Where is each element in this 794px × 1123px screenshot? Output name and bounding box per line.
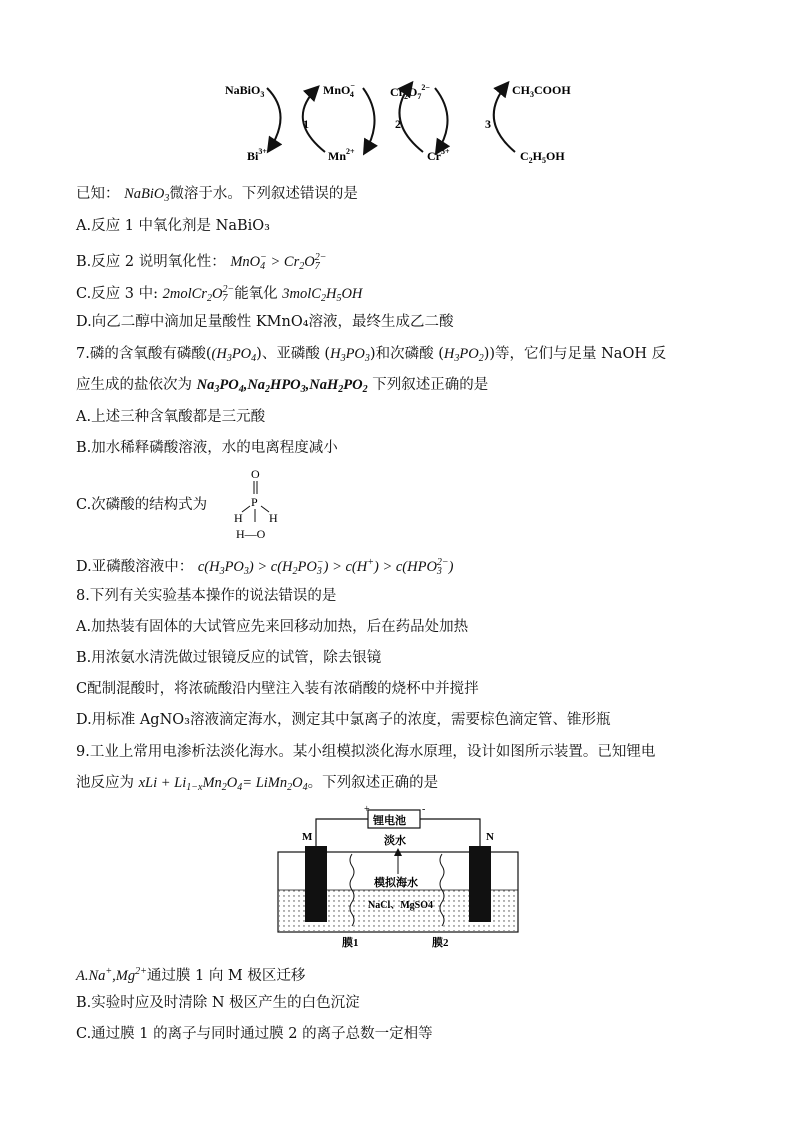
struct-ho: H—O bbox=[236, 527, 266, 541]
q8-option-b: B.用浓氨水清洗做过银镜反应的试管，除去银镜 bbox=[76, 650, 382, 666]
species-cr3: $Cr^{3+}$ bbox=[427, 147, 450, 163]
q9-option-b: B.实验时应及时清除 N 极区产生的白色沉淀 bbox=[76, 995, 360, 1011]
electrodialysis-apparatus bbox=[272, 804, 524, 952]
q7-stem-2: 应生成的盐依次为 $Na_3PO_4,Na_2HPO_3,NaH_2PO_2$ 下列叙述正确的是 bbox=[76, 377, 489, 395]
wire-left bbox=[316, 819, 368, 848]
species-c2h5oh: $C_2H_5OH$ bbox=[520, 149, 565, 165]
electrode-m-label: M bbox=[302, 831, 313, 843]
battery-minus: - bbox=[422, 804, 426, 815]
arc-nabio3-bi3 bbox=[267, 88, 281, 150]
species-ch3cooh: $CH_3COOH$ bbox=[512, 83, 571, 99]
q7-option-d: D.亚磷酸溶液中： $c(H_3PO_3) > c(H_2PO_3^-) > c(H^+) > c(HPO_3^{2-})$ bbox=[76, 557, 454, 577]
battery-plus: + bbox=[364, 804, 370, 815]
fresh-water-label: 淡水 bbox=[384, 835, 406, 847]
step-1: 1 bbox=[303, 117, 309, 131]
electrode-m bbox=[305, 846, 327, 922]
q7-option-c: C.次磷酸的结构式为 bbox=[76, 497, 208, 513]
species-cr2o7: $Cr_2O_7^{2-}$ bbox=[390, 83, 430, 101]
hypophosphorous-acid-structure bbox=[228, 466, 288, 542]
q7-stem-1: 7.磷的含氧酸有磷酸($(H_3PO_4)$、亚磷酸 $(H_3PO_3)$和次磷酸 $(H_3PO_2)$)等，它们与足量 NaOH 反 bbox=[76, 346, 667, 364]
species-nabio3: NaBiO$_3$ bbox=[225, 83, 265, 99]
q6-option-d: D.向乙二醇中滴加足量酸性 KMnO₄溶液，最终生成乙二酸 bbox=[76, 314, 454, 330]
wire-right bbox=[420, 819, 480, 848]
q8-option-d: D.用标准 AgNO₃溶液滴定海水，测定其中氯离子的浓度，需要棕色滴定管、锥形瓶 bbox=[76, 712, 611, 728]
struct-p: P bbox=[251, 495, 258, 509]
step-3: 3 bbox=[485, 117, 491, 131]
q7-option-b: B.加水稀释磷酸溶液，水的电离程度减小 bbox=[76, 440, 338, 456]
salts-label: NaCl、MgSO4 bbox=[368, 900, 433, 911]
q9-stem-1: 9.工业上常用电渗析法淡化海水。某小组模拟淡化海水原理，设计如图所示装置。已知锂电 bbox=[76, 744, 656, 760]
q6-option-c: C.反应 3 中: $2molCr_2O_7^{2-}$能氧化 $3molC_2H_5OH$ bbox=[76, 284, 363, 304]
membrane-2-label: 膜2 bbox=[432, 937, 449, 949]
q9-option-c: C.通过膜 1 的离子与同时通过膜 2 的离子总数一定相等 bbox=[76, 1026, 433, 1042]
species-mno4: MnO− 4 bbox=[323, 81, 355, 99]
battery-label: 锂电池 bbox=[373, 815, 406, 827]
species-mn2: $Mn^{2+}$ bbox=[328, 147, 355, 163]
q6-option-b: B.反应 2 说明氧化性： $MnO_4^- > Cr_2O_7^{2-}$ bbox=[76, 252, 327, 272]
q6-given: 已知： NaBiO$_3$微溶于水。下列叙述错误的是 bbox=[76, 186, 358, 204]
q8-stem: 8.下列有关实验基本操作的说法错误的是 bbox=[76, 588, 337, 604]
arc-mno4-mn2 bbox=[363, 88, 375, 152]
electrode-n bbox=[469, 846, 491, 922]
step-2: 2 bbox=[395, 117, 401, 131]
struct-o: O bbox=[251, 467, 260, 481]
species-bi3: $Bi^{3+}$ bbox=[247, 147, 267, 163]
membrane-1-label: 膜1 bbox=[342, 937, 359, 949]
redox-cycle-diagram bbox=[215, 72, 585, 172]
struct-h-left: H bbox=[234, 511, 243, 525]
q6-option-a: A.反应 1 中氧化剂是 NaBiO₃ bbox=[76, 218, 270, 234]
q7-option-a: A.上述三种含氧酸都是三元酸 bbox=[76, 409, 266, 425]
q8-option-c: C配制混酸时，将浓硫酸沿内壁注入装有浓硝酸的烧杯中并搅拌 bbox=[76, 681, 479, 697]
q9-stem-2: 池反应为 xLi + $Li_{1-x}Mn_2O_4=$ $LiMn_2O_4$。下列叙述正确的是 bbox=[76, 775, 439, 793]
q8-option-a: A.加热装有固体的大试管应先来回移动加热，后在药品处加热 bbox=[76, 619, 469, 635]
electrode-n-label: N bbox=[486, 831, 494, 843]
arc-cr2o7-cr3 bbox=[435, 88, 448, 152]
seawater-label: 模拟海水 bbox=[374, 877, 418, 889]
q9-option-a: $A.Na^+,Mg^{2+}$通过膜 1 向 M 极区迁移 bbox=[76, 966, 306, 984]
struct-h-right: H bbox=[269, 511, 278, 525]
